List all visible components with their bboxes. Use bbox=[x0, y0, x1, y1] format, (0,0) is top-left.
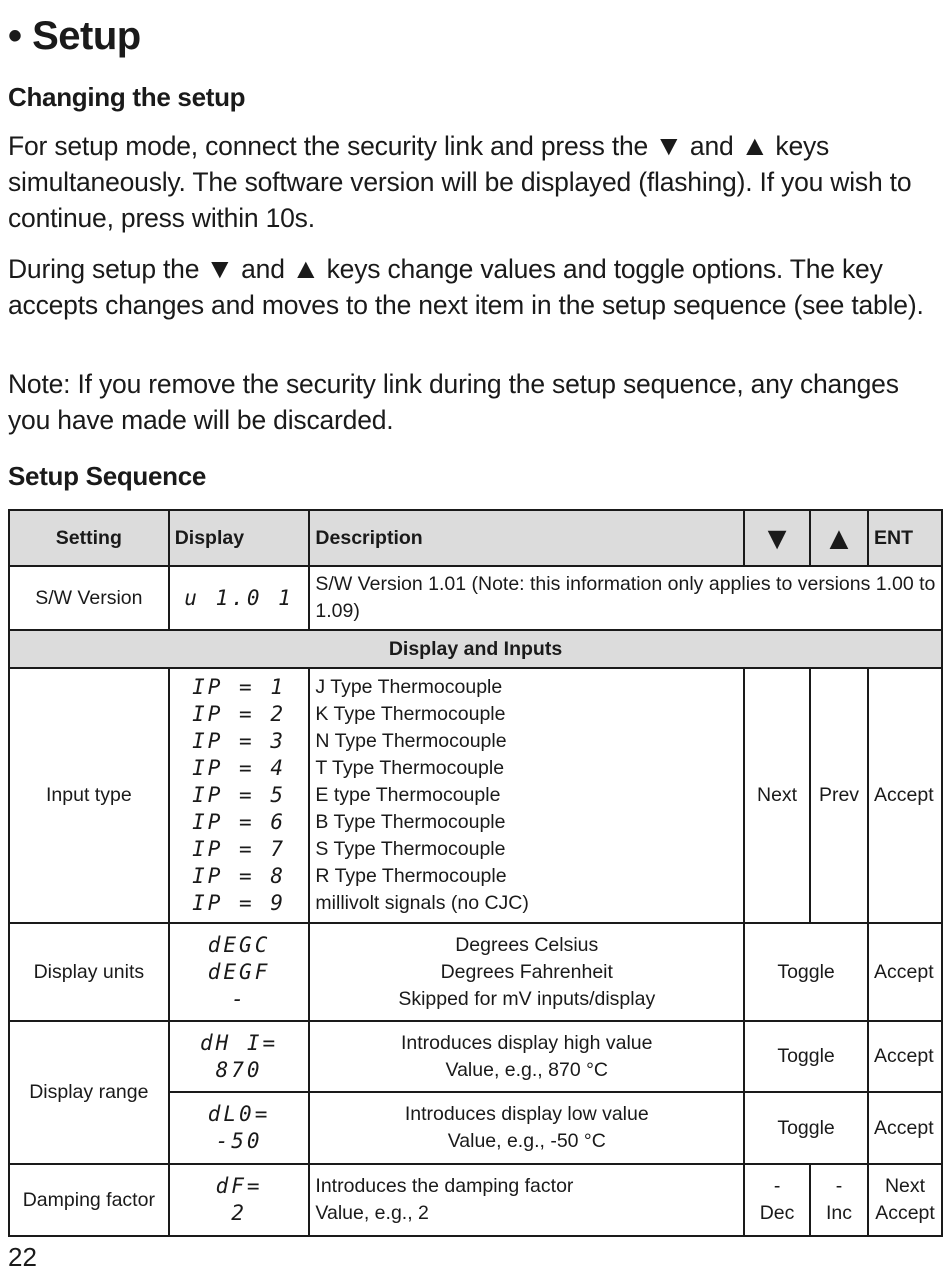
display-code: 2 bbox=[231, 1201, 247, 1225]
page-heading: • Setup bbox=[8, 14, 141, 58]
table-title: Setup Sequence bbox=[8, 461, 207, 491]
description-line: N Type Thermocouple bbox=[315, 730, 507, 752]
description-cell bbox=[309, 1164, 744, 1236]
description-line: R Type Thermocouple bbox=[315, 865, 507, 887]
table-header-row bbox=[9, 510, 942, 566]
description-line: B Type Thermocouple bbox=[315, 811, 506, 833]
paragraph-setup-keys: During setup the ▼ and ▲ keys change values and toggle options. The key accepts changes and moves to the next item in the setup sequence (see table). bbox=[8, 253, 924, 320]
toggle-action-cell: Toggle bbox=[744, 1092, 868, 1164]
ent-action-cell: Accept bbox=[868, 668, 942, 923]
description-line: T Type Thermocouple bbox=[315, 757, 505, 779]
description-line: J Type Thermocouple bbox=[315, 676, 503, 698]
table-row bbox=[9, 566, 942, 630]
display-code: -50 bbox=[215, 1129, 263, 1153]
ent-action-cell: Next Accept bbox=[868, 1164, 942, 1236]
setup-sequence-table bbox=[8, 509, 943, 1237]
display-code: - bbox=[231, 986, 247, 1011]
up-arrow-icon: ▲ bbox=[291, 253, 321, 284]
up-arrow-icon: ▲ bbox=[740, 130, 769, 161]
display-code: IP = 5 bbox=[192, 783, 286, 807]
setting-cell: S/W Version bbox=[9, 566, 169, 630]
display-code: IP = 3 bbox=[192, 729, 286, 753]
description-line: Value, e.g., 2 bbox=[315, 1202, 429, 1224]
down-arrow-icon: ▼ bbox=[205, 253, 235, 284]
up-action-cell: Prev bbox=[810, 668, 868, 923]
description-line: Skipped for mV inputs/display bbox=[398, 987, 656, 1010]
display-code: IP = 2 bbox=[192, 702, 286, 726]
display-cell bbox=[169, 1021, 310, 1092]
setting-cell: Display units bbox=[9, 923, 169, 1021]
paragraph-setup-mode: For setup mode, connect the security link and press the ▼ and ▲ keys simultaneously. The software version will be displayed (flashing). If you wish to continue, press within 10s. bbox=[8, 130, 912, 233]
header-ent: ENT bbox=[868, 510, 942, 566]
display-cell bbox=[169, 1092, 310, 1164]
description-line: E type Thermocouple bbox=[315, 784, 501, 806]
display-code: dH I= bbox=[199, 1030, 279, 1055]
section-label: Display and Inputs bbox=[9, 630, 942, 668]
display-code: IP = 6 bbox=[192, 810, 286, 834]
description-line: Value, e.g., -50 °C bbox=[447, 1130, 606, 1152]
display-cell bbox=[169, 668, 310, 923]
description-line: Introduces display high value bbox=[401, 1031, 653, 1054]
down-action-cell: Next bbox=[744, 668, 810, 923]
header-description: Description bbox=[309, 510, 744, 566]
down-key-icon: ▼ bbox=[744, 510, 810, 566]
up-action-cell: - Inc bbox=[810, 1164, 868, 1236]
description-line: millivolt signals (no CJC) bbox=[315, 892, 529, 914]
display-code: IP = 9 bbox=[192, 891, 286, 915]
display-code: dEGC bbox=[207, 932, 271, 957]
description-line: Degrees Celsius bbox=[455, 933, 599, 956]
ent-action-cell: Accept bbox=[868, 1092, 942, 1164]
display-cell bbox=[169, 1164, 310, 1236]
description-cell bbox=[309, 923, 744, 1021]
display-code: dL0= bbox=[207, 1102, 271, 1126]
table-row bbox=[9, 1021, 942, 1092]
down-arrow-icon: ▼ bbox=[654, 130, 684, 161]
setting-cell: Display range bbox=[9, 1021, 169, 1164]
up-key-icon: ▲ bbox=[810, 510, 868, 566]
description-line: K Type Thermocouple bbox=[315, 703, 506, 725]
display-code: IP = 7 bbox=[192, 837, 286, 861]
description-cell bbox=[309, 1092, 744, 1164]
header-setting: Setting bbox=[9, 510, 169, 566]
table-row bbox=[9, 1164, 942, 1236]
header-display: Display bbox=[169, 510, 310, 566]
display-cell bbox=[169, 923, 310, 1021]
page-number: 22 bbox=[8, 1242, 37, 1272]
display-code: dF= bbox=[215, 1174, 263, 1198]
description-line: Degrees Fahrenheit bbox=[440, 960, 613, 983]
section-row bbox=[9, 630, 942, 668]
description-cell bbox=[309, 1021, 744, 1092]
ent-action-cell: Accept bbox=[868, 923, 942, 1021]
ent-action-cell: Accept bbox=[868, 1021, 942, 1092]
section-heading: Changing the setup bbox=[8, 82, 246, 112]
display-code: IP = 8 bbox=[192, 864, 286, 888]
description-line: S Type Thermocouple bbox=[315, 838, 506, 860]
display-cell: u 1.0 1 bbox=[169, 566, 310, 630]
setting-cell: Input type bbox=[9, 668, 169, 923]
display-code: IP = 4 bbox=[192, 756, 286, 780]
toggle-action-cell: Toggle bbox=[744, 1021, 868, 1092]
table-row bbox=[9, 923, 942, 1021]
description-line: Introduces the damping factor bbox=[315, 1175, 574, 1197]
table-row bbox=[9, 668, 942, 923]
description-line: Value, e.g., 870 °C bbox=[445, 1058, 608, 1081]
description-cell: S/W Version 1.01 (Note: this information only applies to versions 1.00 to 1.09) bbox=[309, 566, 942, 630]
down-action-cell: - Dec bbox=[744, 1164, 810, 1236]
setting-cell: Damping factor bbox=[9, 1164, 169, 1236]
paragraph-note: Note: If you remove the security link during the setup sequence, any changes you have made will be discarded. bbox=[8, 369, 899, 435]
description-cell bbox=[309, 668, 744, 923]
display-code: 870 bbox=[215, 1057, 263, 1082]
display-code: dEGF bbox=[207, 959, 271, 984]
description-line: Introduces display low value bbox=[404, 1103, 649, 1125]
toggle-action-cell: Toggle bbox=[744, 923, 868, 1021]
display-code: IP = 1 bbox=[192, 675, 286, 699]
